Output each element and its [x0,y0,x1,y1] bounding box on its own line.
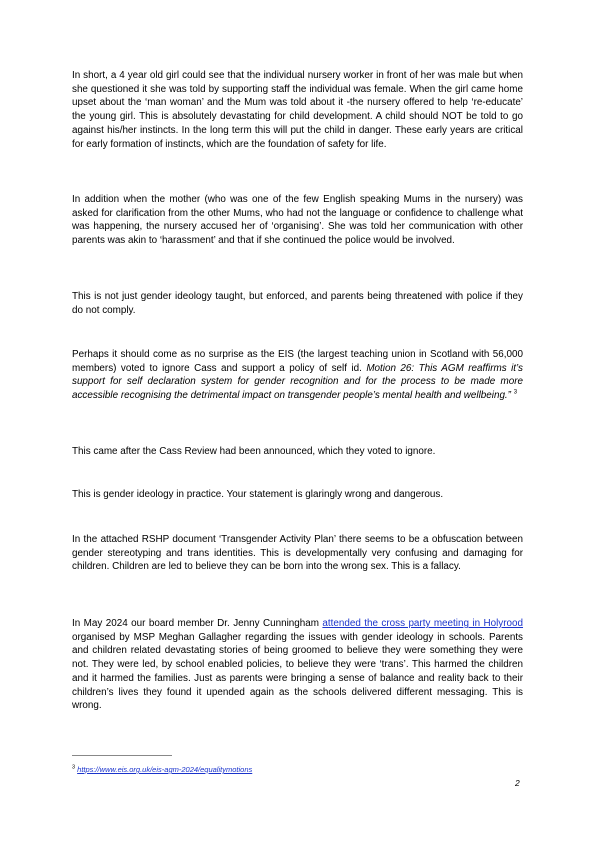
paragraph-ideology-in-practice: This is gender ideology in practice. Your statement is glaringly wrong and dangerous. [72,489,444,500]
paragraph-eis-motion [72,348,523,403]
paragraph-enforced-ideology: This is not just gender ideology taught, but enforced, and parents being threatened with police if they do not comply. [72,291,523,316]
footnote-url-link[interactable]: https://www.eis.org.uk/eis-agm-2024/equalitymotions [77,765,253,774]
eis-motion-text: Perhaps it should come as no surprise as the EIS (the largest teaching union in Scotland with 56,000 members) voted to ignore Cass and support a policy of self id. [72,349,523,374]
footnote-number: 3 [72,764,76,771]
paragraph-cass-review: This came after the Cass Review had been announced, which they voted to ignore. [72,446,436,457]
holyrood-meeting-link[interactable]: attended the cross party meeting in Holyrood [322,618,524,629]
paragraph-rshp-document: In the attached RSHP document ‘Transgender Activity Plan’ there seems to be a obfuscation between gender stereotyping and trans identities. This is developmentally very confusing and damaging for children. Children are led to believe they can be born into the wrong sex. This is a fallacy. [72,534,523,573]
paragraph-mother-clarification: In addition when the mother (who was one of the few English speaking Mums in the nursery) was asked for clarification from the other Mums, who had not the language or confidence to challenge what was happening, the nursery accused her of ‘organising’. She was told her communication with other parents was akin to ‘harassment’ and that if she continued the police would be involved. [72,194,523,247]
paragraph-holyrood-meeting [72,617,523,713]
footnote [72,765,252,775]
footnote-reference[interactable]: 3 [513,389,518,396]
page-number: 2 [515,778,520,788]
holyrood-text-before: In May 2024 our board member Dr. Jenny Cunningham [72,618,323,629]
footnote-divider [72,755,172,756]
paragraph-nursery-incident: In short, a 4 year old girl could see that the individual nursery worker in front of her was male but when she questioned it she was told by supporting staff the individual was female. When the girl came home upset about the ‘man woman’ and the Mum was told about it -the nursery offered to help ‘re-educate’ the young girl. This is absolutely devastating for child development. A child should NOT be told to go against his/her instincts. In the long term this will put the child in danger. These early years are critical for early formation of instincts, which are the foundation of safety for life. [72,70,523,150]
eis-motion-quote: Motion 26: This AGM reaffirms it’s support for self declaration system for gender recognition and for the process to be made more accessible recognising the detrimental impact on transgender people’s mental health and wellbeing.” [72,362,523,402]
holyrood-text-after: organised by MSP Meghan Gallagher regarding the issues with gender ideology in schools. Parents and children related devastating stories of being groomed to believe they were something they were not. They were led, by school enabled policies, to believe they were ‘trans’. This harmed the children and it harmed the families. Just as parents were bringing a sense of balance and reality back to their children’s lives they found it upended again as the schools delivered different messaging. This is wrong. [72,631,523,712]
